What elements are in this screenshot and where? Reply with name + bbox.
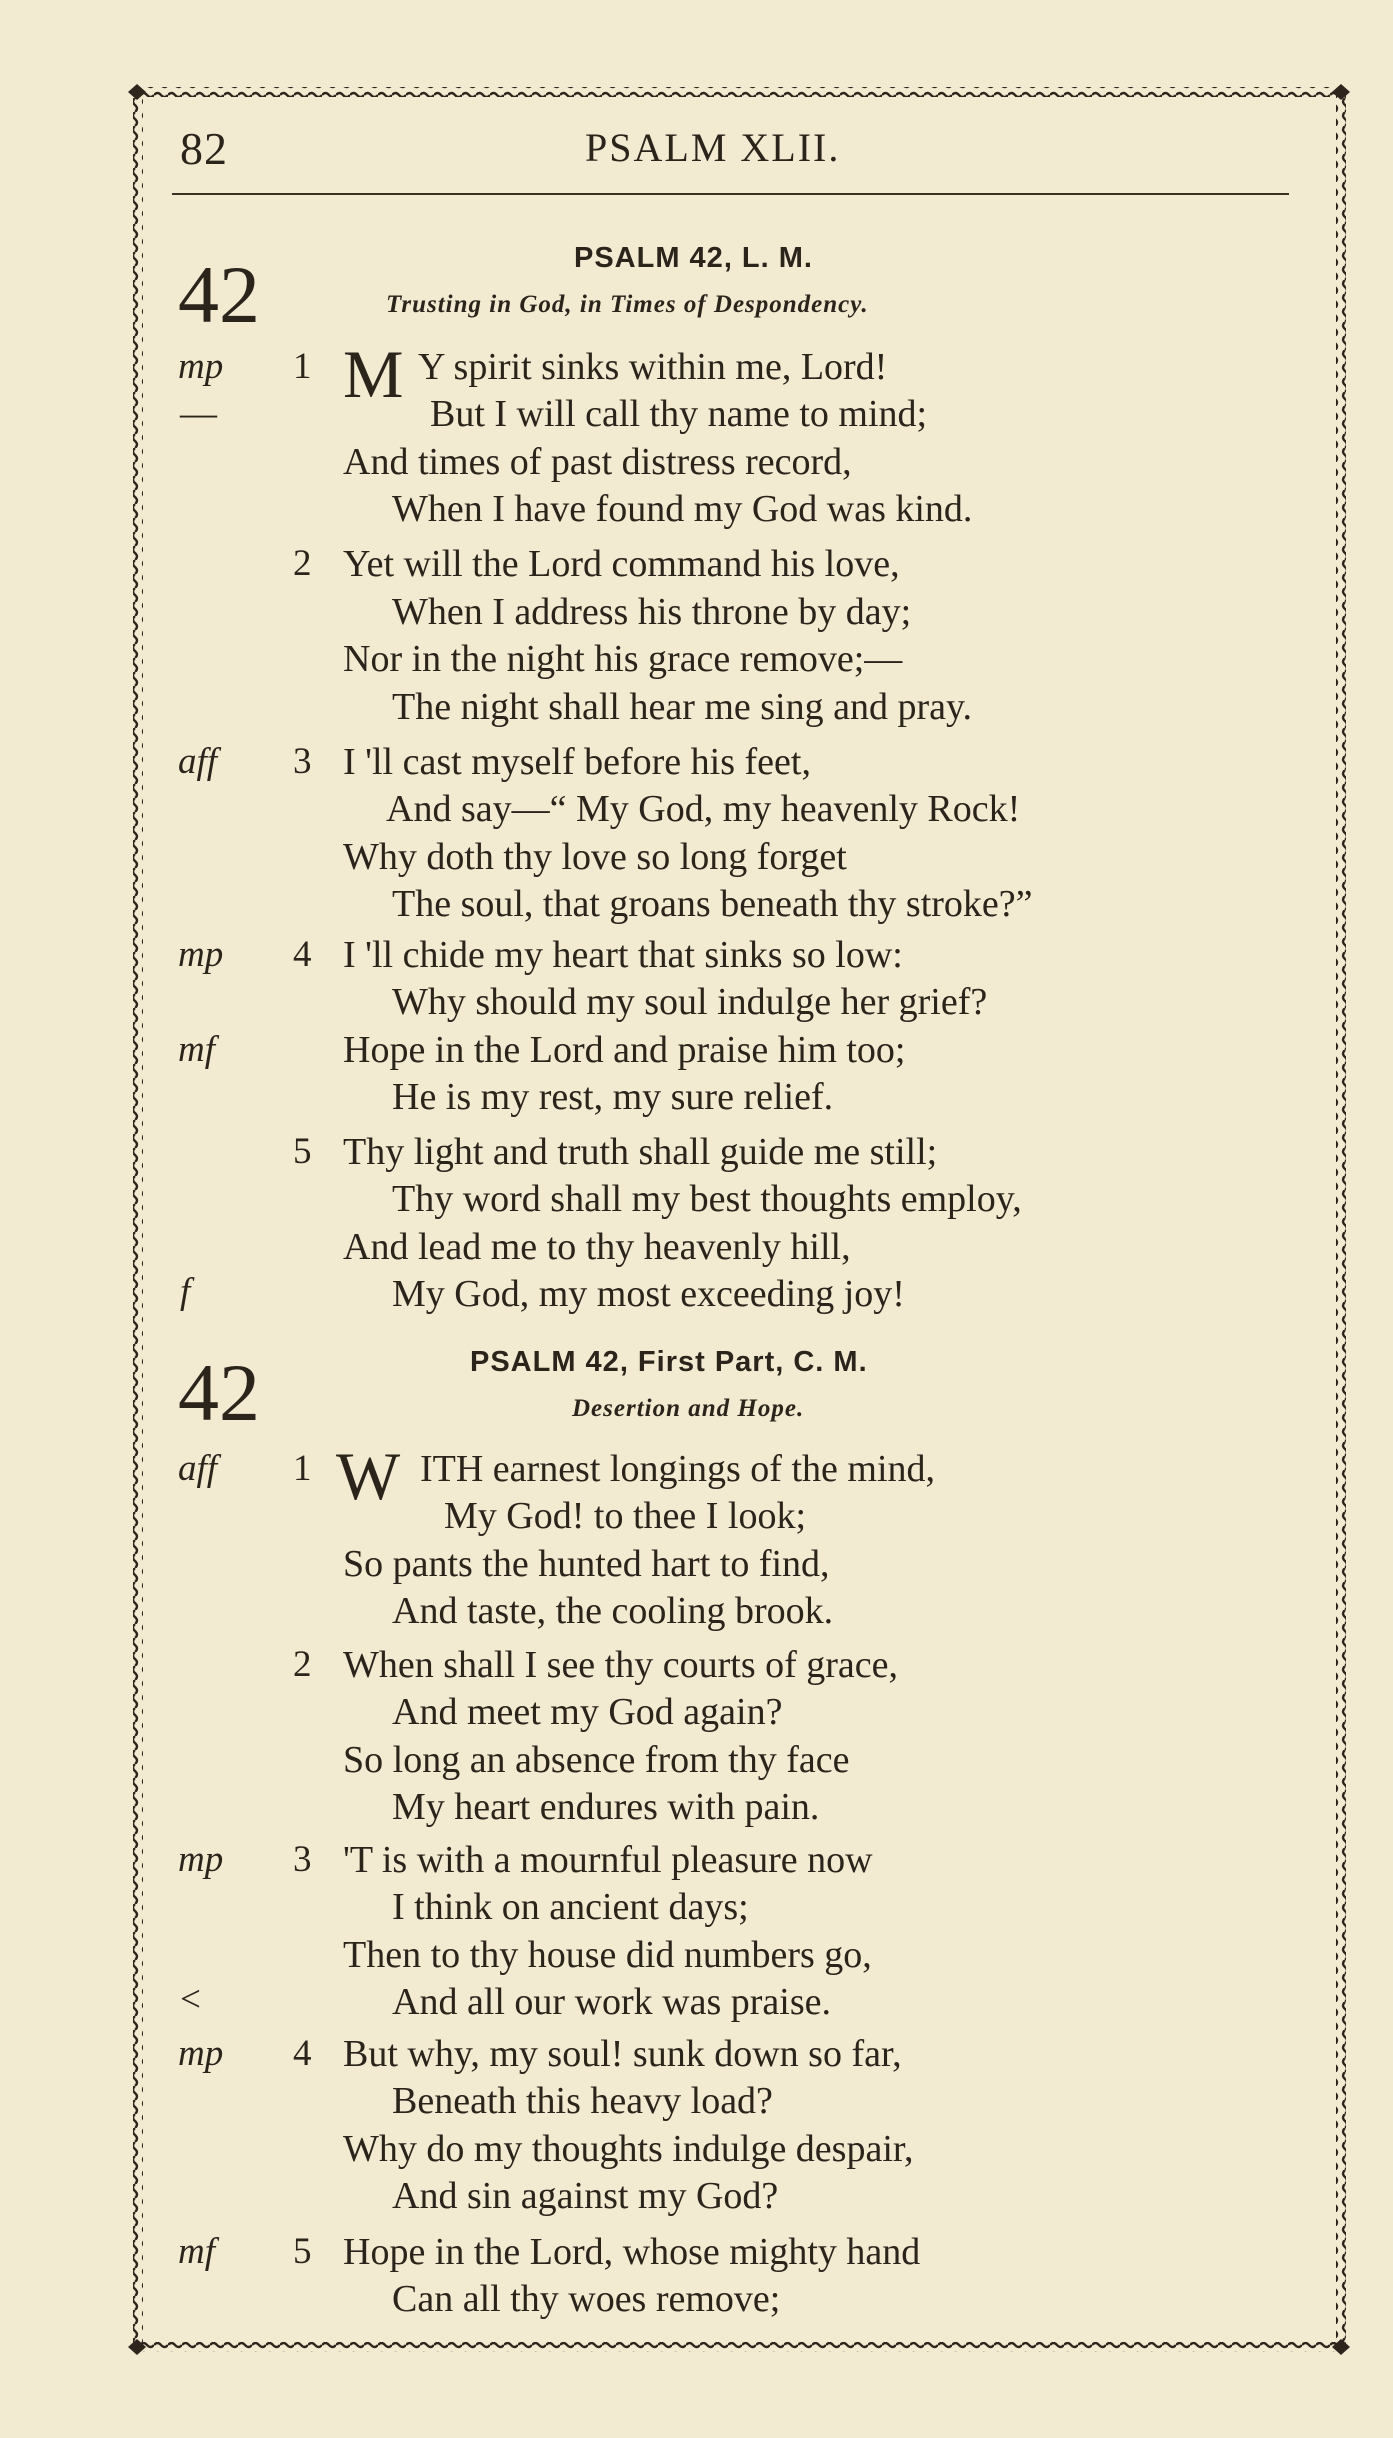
dynamic-mark: mp	[178, 346, 224, 387]
verse-line: I 'll chide my heart that sinks so low:	[343, 934, 903, 976]
verse-number: 3	[293, 741, 312, 782]
dynamic-mark: mf	[178, 1029, 215, 1070]
running-head: PSALM XLII.	[585, 125, 841, 170]
hymn-title: PSALM 42, First Part, C. M.	[470, 1346, 868, 1378]
verse-number: 5	[293, 2231, 312, 2272]
verse-line: Then to thy house did numbers go,	[343, 1934, 872, 1976]
verse-line: The night shall hear me sing and pray.	[392, 686, 973, 728]
verse-number: 2	[293, 543, 312, 584]
verse-line: And lead me to thy heavenly hill,	[343, 1226, 851, 1268]
verse-number: 1	[293, 1448, 312, 1489]
verse-line: I 'll cast myself before his feet,	[343, 741, 811, 783]
verse-line: And sin against my God?	[392, 2175, 779, 2217]
verse-line: So long an absence from thy face	[343, 1739, 850, 1781]
verse-line: Hope in the Lord, whose mighty hand	[343, 2231, 921, 2273]
hymn-number: 42	[178, 1347, 260, 1438]
drop-cap: W	[336, 1438, 401, 1514]
verse-line: And all our work was praise.	[392, 1981, 832, 2023]
verse-line: Nor in the night his grace remove;—	[343, 638, 903, 680]
dynamic-mark: aff	[178, 741, 218, 782]
verse-line: And meet my God again?	[392, 1691, 783, 1733]
verse-line: 'T is with a mournful pleasure now	[343, 1839, 873, 1881]
dynamic-mark: mp	[178, 934, 224, 975]
dynamic-mark: mp	[178, 2033, 224, 2074]
hymn-title: PSALM 42, L. M.	[574, 242, 813, 274]
verse-line: When I address his throne by day;	[392, 591, 912, 633]
hymn-number: 42	[178, 249, 260, 340]
verse-line: And times of past distress record,	[343, 441, 852, 483]
verse-line: So pants the hunted hart to find,	[343, 1543, 830, 1585]
verse-line: When I have found my God was kind.	[392, 488, 973, 530]
verse-line: Can all thy woes remove;	[392, 2278, 781, 2320]
verse-line: And say—“ My God, my heavenly Rock!	[386, 788, 1021, 830]
page-number: 82	[180, 123, 228, 174]
hymn-subtitle: Desertion and Hope.	[572, 1395, 805, 1422]
verse-line: Y spirit sinks within me, Lord!	[418, 346, 888, 388]
verse-line: He is my rest, my sure relief.	[392, 1076, 834, 1118]
verse-number: 1	[293, 346, 312, 387]
verse-line: Why doth thy love so long forget	[343, 836, 847, 878]
verse-line: Thy light and truth shall guide me still;	[343, 1131, 938, 1173]
verse-line: Hope in the Lord and praise him too;	[343, 1029, 906, 1071]
verse-line: But I will call thy name to mind;	[430, 393, 928, 435]
hymn-subtitle: Trusting in God, in Times of Despondency.	[386, 291, 869, 318]
verse-line: My God, my most exceeding joy!	[392, 1273, 905, 1315]
dynamic-mark: aff	[178, 1448, 218, 1489]
verse-number: 5	[293, 1131, 312, 1172]
verse-line: ITH earnest longings of the mind,	[420, 1448, 936, 1490]
dynamic-mark: mp	[178, 1839, 224, 1880]
verse-line: Why should my soul indulge her grief?	[392, 981, 988, 1023]
verse-line: When shall I see thy courts of grace,	[343, 1644, 899, 1686]
verse-line: My heart endures with pain.	[392, 1786, 820, 1828]
verse-line: But why, my soul! sunk down so far,	[343, 2033, 902, 2075]
dynamic-mark: mf	[178, 2231, 215, 2272]
verse-number: 3	[293, 1839, 312, 1880]
verse-line: My God! to thee I look;	[444, 1495, 807, 1537]
verse-number: 4	[293, 934, 312, 975]
header-rule	[172, 193, 1289, 195]
verse-line: Beneath this heavy load?	[392, 2080, 773, 2122]
verse-line: And taste, the cooling brook.	[392, 1590, 834, 1632]
dynamic-mark: —	[180, 393, 217, 434]
verse-line: I think on ancient days;	[392, 1886, 749, 1928]
verse-line: Yet will the Lord command his love,	[343, 543, 900, 585]
verse-number: 4	[293, 2033, 312, 2074]
dynamic-mark: <	[180, 1979, 201, 2020]
verse-line: Thy word shall my best thoughts employ,	[392, 1178, 1022, 1220]
verse-number: 2	[293, 1644, 312, 1685]
verse-line: Why do my thoughts indulge despair,	[343, 2128, 914, 2170]
dynamic-mark: f	[180, 1271, 191, 1312]
verse-line: The soul, that groans beneath thy stroke?”	[392, 883, 1033, 925]
drop-cap: M	[343, 336, 404, 412]
